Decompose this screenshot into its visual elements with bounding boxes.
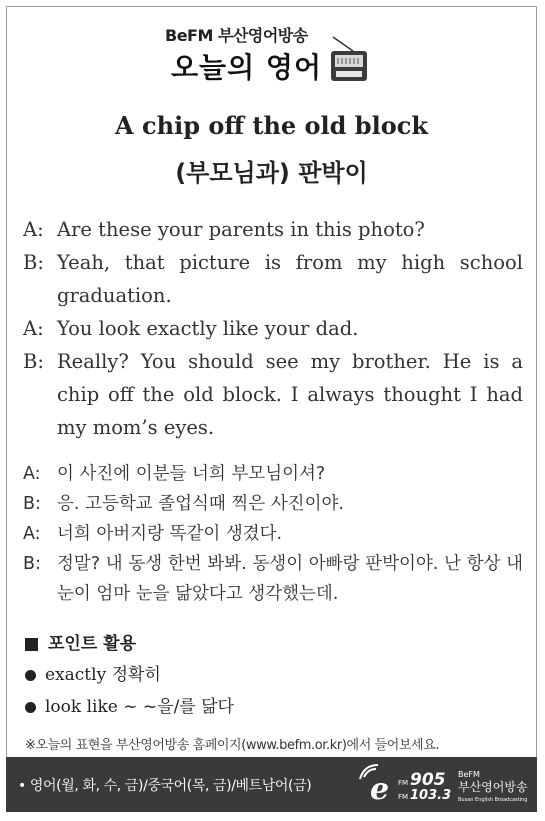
dialog-text: Yeah, that picture is from my high school graduation. xyxy=(57,251,523,307)
brand-label: BeFM 부산영어방송 xyxy=(165,26,308,45)
dialog-text: 너희 아버지랑 똑같이 생겼다. xyxy=(57,524,283,544)
speaker-label: A: xyxy=(23,524,41,544)
point-english: exactly xyxy=(45,665,107,685)
footer-bar xyxy=(6,757,537,812)
points-heading xyxy=(25,629,525,659)
points-heading-label: 포인트 활용 xyxy=(48,634,137,654)
show-title: 오늘의 영어 xyxy=(171,51,322,84)
dialog-line xyxy=(23,459,523,489)
dialog-text: Are these your parents in this photo? xyxy=(57,218,425,241)
logo-fm-1: FM xyxy=(398,779,409,787)
point-item xyxy=(25,659,525,691)
dialog-line xyxy=(23,246,523,312)
broadcast-schedule: • 영어(월, 화, 수, 금)/중국어(목, 금)/베트남어(금) xyxy=(18,778,312,794)
logo-freq-main: 905 xyxy=(410,770,446,790)
speaker-label: B: xyxy=(23,494,41,514)
bullet-icon xyxy=(25,670,36,681)
dialog-korean xyxy=(23,459,523,609)
dialog-text: You look exactly like your dad. xyxy=(57,317,359,340)
point-item xyxy=(25,691,525,723)
dialog-text: Really? You should see my brother. He is a chip off the old block. I always thought I had my mom’s eyes. xyxy=(57,350,523,439)
bullet-icon xyxy=(25,702,36,713)
speaker-label: A: xyxy=(23,218,44,241)
speaker-label: B: xyxy=(23,554,41,574)
logo-fm-2: FM xyxy=(398,793,409,801)
dialog-line xyxy=(23,549,523,609)
dialog-text: 정말? 내 동생 한번 봐봐. 동생이 아빠랑 판박이야. 난 항상 내 눈이 엄마 눈을 닮았다고 생각했는데. xyxy=(57,554,523,604)
expression-title-english: A chip off the old block xyxy=(115,111,428,140)
dialog-line xyxy=(23,213,523,246)
befm-logo xyxy=(358,763,534,807)
speaker-label: A: xyxy=(23,317,44,340)
logo-tagline: Busan English Broadcasting xyxy=(458,797,528,803)
expression-title-korean: (부모님과) 판박이 xyxy=(175,159,368,187)
radio-icon xyxy=(327,35,371,85)
speaker-label: B: xyxy=(23,251,44,274)
header xyxy=(7,19,536,89)
logo-freq-sub: 103.3 xyxy=(410,788,452,803)
logo-brand: BeFM xyxy=(458,770,480,779)
lesson-card xyxy=(6,6,537,812)
square-bullet-icon xyxy=(25,638,38,651)
svg-text:e: e xyxy=(370,772,390,807)
speaker-label: B: xyxy=(23,350,44,373)
point-korean: 정확히 xyxy=(111,665,161,685)
dialog-line xyxy=(23,519,523,549)
point-english: look like ~ xyxy=(45,697,138,717)
dialog-line xyxy=(23,345,523,444)
dialog-text: 응. 고등학교 졸업식때 찍은 사진이야. xyxy=(57,494,344,514)
dialog-line xyxy=(23,489,523,519)
logo-name: 부산영어방송 xyxy=(458,780,528,794)
dialog-text: 이 사진에 이분들 너희 부모님이셔? xyxy=(57,464,326,484)
speaker-label: A: xyxy=(23,464,41,484)
usage-points xyxy=(25,629,525,723)
point-korean: ~을/를 닮다 xyxy=(142,697,234,717)
website-note: ※오늘의 표현을 부산영어방송 홈페이지(www.befm.or.kr)에서 들어보세요. xyxy=(25,738,440,753)
dialog-line xyxy=(23,312,523,345)
dialog-english xyxy=(23,213,523,444)
